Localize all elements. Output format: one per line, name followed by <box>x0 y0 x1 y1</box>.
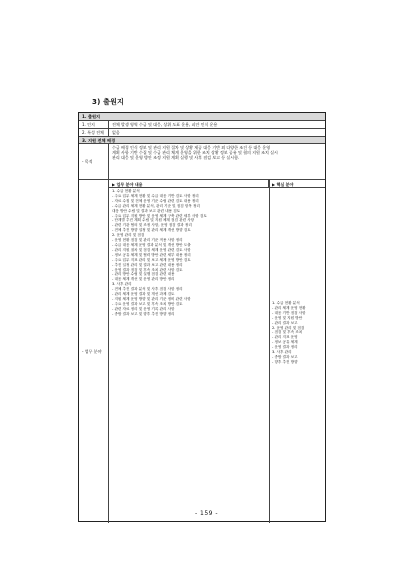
list-item: - 전체 추진 결과 분석 및 사후 점검 사항 정리 <box>112 287 183 292</box>
list-item: 3. 사후 관리 <box>112 282 132 287</box>
left-column-header: ▶ 업무 분야 내용 <box>109 180 269 188</box>
list-item: 1. 수급 현황 분석 <box>112 189 140 193</box>
purpose-line: 수급 배경 인식 정보 및 관리 지원 절차 및 상황 제공 대응 기반 외 다양한 조건 등 대응 운영 <box>112 145 271 150</box>
table-header: 1. 출원지 <box>79 113 325 121</box>
content-table <box>78 112 326 522</box>
row-label: 1. 인지 <box>79 121 109 128</box>
list-item: - 점검 및 후속 조치 <box>272 330 303 335</box>
left-column-content <box>109 188 269 318</box>
section-header: 3. 지원 전체 배경 <box>79 137 325 144</box>
list-item: - 관리 방안 수립 및 실행 점검 관련 내용 <box>112 272 175 277</box>
right-column-header: ▶ 핵심 분야 <box>269 180 325 188</box>
purpose-line: 관리 대응 및 운영 방안 조정 지원 계획 실행 및 사후 점검 보고 등 실시함. <box>112 155 240 161</box>
list-item: - 수급 대응 체계 운영 결과 분석 및 개선 방안 도출 <box>112 242 191 247</box>
list-item: - 운영 및 지원 방안 <box>272 315 303 320</box>
purpose-line: 계획 사항 기반 수집 및 수급 관리 체계 운영을 위한 조치 상황 정보 공유 및 협의 지원 조치 실시 <box>112 150 278 156</box>
list-item: - 대응 기반 점검 사항 <box>272 310 306 315</box>
list-item: 1. 수급 현황 분석 <box>272 301 300 305</box>
list-item: - 대응 체계 개선 및 운영 관리 방안 정리 <box>112 277 175 282</box>
list-item: 2. 운영 관리 및 점검 <box>272 325 305 330</box>
list-item: - 수급 관리 체계 현황 분석, 관리 기준 및 점검 항목 정리 <box>112 203 200 208</box>
list-item: - 주요 업무 체계 현황 및 수급 대응 기반 검토 사항 정리 <box>112 193 199 198</box>
list-item: - 주요 업무 지표 관리 및 보고 체계 운영 방안 검토 <box>112 257 191 262</box>
purpose-label: - 목적 <box>79 144 109 179</box>
list-item: - 지원 체계 운영 방향 및 관리 기준 정비 관련 사항 <box>112 296 191 301</box>
list-item: - 관리 결과 보고 <box>272 320 298 325</box>
list-item: - 운영 결과 정리 <box>272 345 298 350</box>
list-item: - 관리 지원 절차 및 점검 체계 운영 관련 검토 사항 <box>112 247 191 252</box>
row-value: 없음 <box>112 130 120 135</box>
list-item: 대응 방안 수립 및 결과 보고 관련 내용 검토 <box>112 208 181 213</box>
list-item: 2. 운영 관리 및 점검 <box>112 233 145 238</box>
list-item: - 전체 추진 방향 설정 및 관리 체계 개선 방향 검토 <box>112 228 191 233</box>
list-item: 3. 사후 관리 <box>272 350 292 355</box>
list-item: - 관련 자료 정리 및 운영 기록 관리 사항 <box>112 306 175 311</box>
list-item: - 정보 공유 체계 및 협력 방안 관련 세부 내용 정리 <box>112 252 191 257</box>
list-item: - 관리 체계 운영 결과 및 개선 과제 검토 <box>112 292 175 297</box>
work-area-label: - 업무 분야 <box>79 180 109 523</box>
list-item: - 단계별 추진 계획 수립 및 지원 체계 점검 관련 사항 <box>112 218 195 223</box>
row-value: 전체 발생 영역 수급 및 대응, 상위 도표 운용, 피안 인식 운용 <box>112 122 218 127</box>
page-number: - 159 - <box>194 510 219 517</box>
work-area-row <box>79 180 325 523</box>
purpose-text <box>109 144 325 179</box>
list-item: - 관리 체계 운영 현황 <box>272 305 306 310</box>
right-column-content <box>269 300 325 366</box>
list-item: - 운영 결과 점검 및 후속 조치 관련 사항 검토 <box>112 267 183 272</box>
list-item: - 종합 결과 보고 <box>272 354 298 359</box>
row-label: 2. 특성 전체 <box>79 129 109 136</box>
list-item: - 관리 지표 운영 <box>272 335 298 340</box>
section-title: 3) 출원지 <box>92 98 124 106</box>
list-item: - 자료 수집 및 전체 운영 기준 수립 관련 검토 내용 정리 <box>112 198 199 203</box>
table-row <box>79 129 325 137</box>
list-item: - 향후 추진 방향 <box>272 359 298 364</box>
list-item: - 추진 일정 관리 및 결과 보고 관련 내용 정리 <box>112 262 183 267</box>
list-item: - 종합 결과 보고 및 향후 추진 방향 정리 <box>112 311 175 316</box>
table-row <box>79 121 325 129</box>
purpose-row <box>79 144 325 180</box>
list-item: - 주요 운영 결과 보고 및 후속 조치 방안 검토 <box>112 301 183 306</box>
list-item: - 주요 업무 지원 방안 및 운영 체계 구축 관련 세부 사항 검토 <box>112 213 207 218</box>
list-item: - 정보 공유 체계 <box>272 340 298 345</box>
list-item: - 운영 현황 점검 및 관리 기준 적용 사항 정리 <box>112 238 183 243</box>
list-item: - 관련 기관 협의 및 조정 사항, 운영 점검 결과 정리 <box>112 223 192 228</box>
